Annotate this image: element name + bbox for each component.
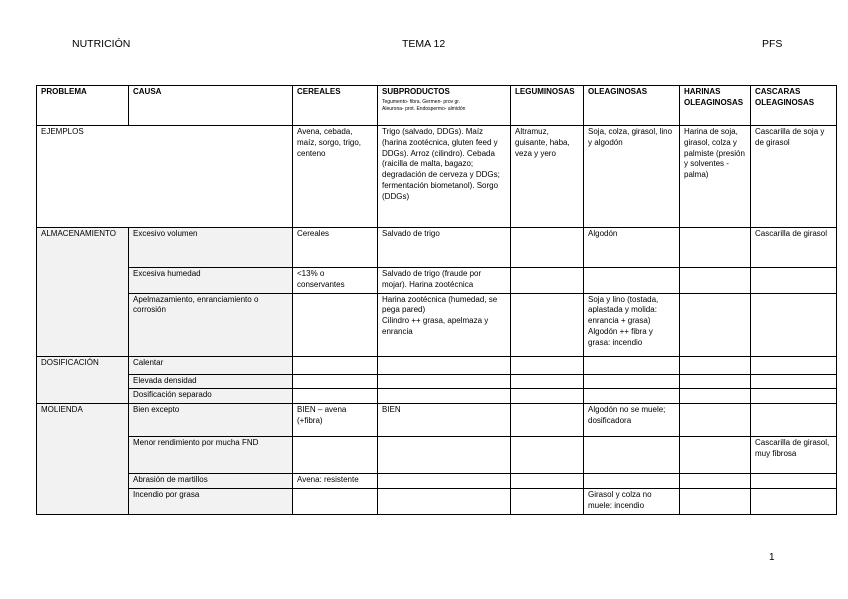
col-header-harinas: [680, 86, 751, 126]
header-topic: TEMA 12: [402, 38, 446, 50]
harinas-cell: [680, 268, 751, 294]
oleaginosas-cell: [584, 293, 680, 356]
oleaginosas-cell: Algodón no se muele; dosificadora: [584, 404, 680, 437]
cereales-cell: BIEN – avena (+fibra): [293, 404, 378, 437]
table-row: [37, 474, 837, 489]
oleaginosas-line-2: Algodón ++ fibra y grasa: incendio: [588, 326, 653, 347]
cereales-cell: Avena: resistente: [293, 474, 378, 489]
causa-cell: Menor rendimiento por mucha FND: [129, 437, 293, 474]
oleaginosas-line-1: Soja y lino (tostada, aplastada y molida: enrancia + grasa): [588, 294, 659, 326]
col-header-causa: CAUSA: [129, 86, 293, 126]
causa-cell: Excesivo volumen: [129, 228, 293, 268]
leguminosas-cell: [511, 228, 584, 268]
harinas-line-2: OLEAGINOSAS: [684, 97, 744, 107]
causa-cell: Apelmazamiento, enranciamiento o corrosión: [129, 293, 293, 356]
subproductos-line-2: Cilindro ++ grasa, apelmaza y enrancia: [382, 316, 489, 336]
cascaras-line-2: OLEAGINOSAS: [755, 97, 815, 107]
causa-cell: Bien excepto: [129, 404, 293, 437]
harinas-line-1: HARINAS: [684, 87, 721, 96]
cereales-cell: Cereales: [293, 228, 378, 268]
subproductos-note-1: Tegumento- fibra. Germen- prov gr.: [382, 98, 461, 105]
subproductos-title: SUBPRODUCTOS: [382, 87, 450, 96]
oleaginosas-cell: [584, 474, 680, 489]
header-row: [37, 86, 837, 126]
ejemplos-harinas: Harina de soja, girasol, colza y palmiste (presión y solventes - palma): [680, 126, 751, 228]
oleaginosas-cell: [584, 268, 680, 294]
harinas-cell: [680, 293, 751, 356]
cascaras-cell: [751, 268, 837, 294]
ejemplos-row: [37, 126, 837, 228]
causa-cell: Elevada densidad: [129, 374, 293, 389]
subproductos-cell: BIEN: [378, 404, 511, 437]
subproductos-cell: [378, 488, 511, 514]
page-number: 1: [769, 552, 775, 563]
subproductos-cell: [378, 474, 511, 489]
cereales-cell: [293, 437, 378, 474]
causa-cell: Calentar: [129, 356, 293, 374]
causa-cell: Dosificación separado: [129, 389, 293, 404]
leguminosas-cell: [511, 268, 584, 294]
cascaras-cell: [751, 293, 837, 356]
table-row: [37, 389, 837, 404]
causa-cell: Abrasión de martillos: [129, 474, 293, 489]
ejemplos-oleaginosas: Soja, colza, girasol, lino y algodón: [584, 126, 680, 228]
subproductos-line-1: Harina zootécnica (humedad, se pega pared): [382, 294, 498, 315]
cascaras-cell: [751, 488, 837, 514]
col-header-leguminosas: LEGUMINOSAS: [511, 86, 584, 126]
almacenamiento-label: ALMACENAMIENTO: [37, 228, 129, 357]
col-header-cereales: CEREALES: [293, 86, 378, 126]
table-row: [37, 268, 837, 294]
cereales-cell: [293, 293, 378, 356]
ejemplos-subproductos: Trigo (salvado, DDGs). Maíz (harina zootécnica, gluten feed y DDGs). Arroz (cilindro). Cebada (raicilla de malta, bagazo; degradación de cerveza y DDGs; fermentación biometanol). Sorgo (DDGs): [378, 126, 511, 228]
causa-cell: Incendio por grasa: [129, 488, 293, 514]
ejemplos-label: EJEMPLOS: [37, 126, 293, 228]
cascaras-cell: [751, 474, 837, 489]
col-header-subproductos: [378, 86, 511, 126]
oleaginosas-cell: Algodón: [584, 228, 680, 268]
cereales-cell: <13% o conservantes: [293, 268, 378, 294]
subproductos-cell: Salvado de trigo: [378, 228, 511, 268]
ejemplos-cascaras: Cascarilla de soja y de girasol: [751, 126, 837, 228]
table-row: [37, 404, 837, 437]
oleaginosas-cell: [584, 437, 680, 474]
col-header-problema: PROBLEMA: [37, 86, 129, 126]
table-row: [37, 488, 837, 514]
subproductos-cell: [378, 437, 511, 474]
table-row: [37, 374, 837, 389]
cascaras-cell: Cascarilla de girasol, muy fibrosa: [751, 437, 837, 474]
leguminosas-cell: [511, 293, 584, 356]
cereales-cell: [293, 488, 378, 514]
dosificacion-label: DOSIFICACIÓN: [37, 356, 129, 404]
harinas-cell: [680, 228, 751, 268]
ejemplos-cereales: Avena, cebada, maíz, sorgo, trigo, centeno: [293, 126, 378, 228]
problems-table: [36, 85, 837, 515]
causa-cell: Excesiva humedad: [129, 268, 293, 294]
cascaras-line-1: CASCARAS: [755, 87, 801, 96]
header-initials: PFS: [762, 38, 783, 50]
header-subject: NUTRICIÓN: [72, 38, 131, 50]
table-row: [37, 293, 837, 356]
cascaras-cell: Cascarilla de girasol: [751, 228, 837, 268]
subproductos-cell: [378, 293, 511, 356]
molienda-label: MOLIENDA: [37, 404, 129, 515]
col-header-cascaras: [751, 86, 837, 126]
subproductos-note-2: Aleurona- prot. Endospermo- almidón: [382, 106, 466, 113]
oleaginosas-cell: Girasol y colza no muele: incendio: [584, 488, 680, 514]
table-row: [37, 356, 837, 374]
table-row: [37, 437, 837, 474]
cascaras-cell: [751, 404, 837, 437]
col-header-oleaginosas: OLEAGINOSAS: [584, 86, 680, 126]
subproductos-cell: Salvado de trigo (fraude por mojar). Harina zootécnica: [378, 268, 511, 294]
ejemplos-leguminosas: Altramuz, guisante, haba, veza y yero: [511, 126, 584, 228]
table-row: [37, 228, 837, 268]
